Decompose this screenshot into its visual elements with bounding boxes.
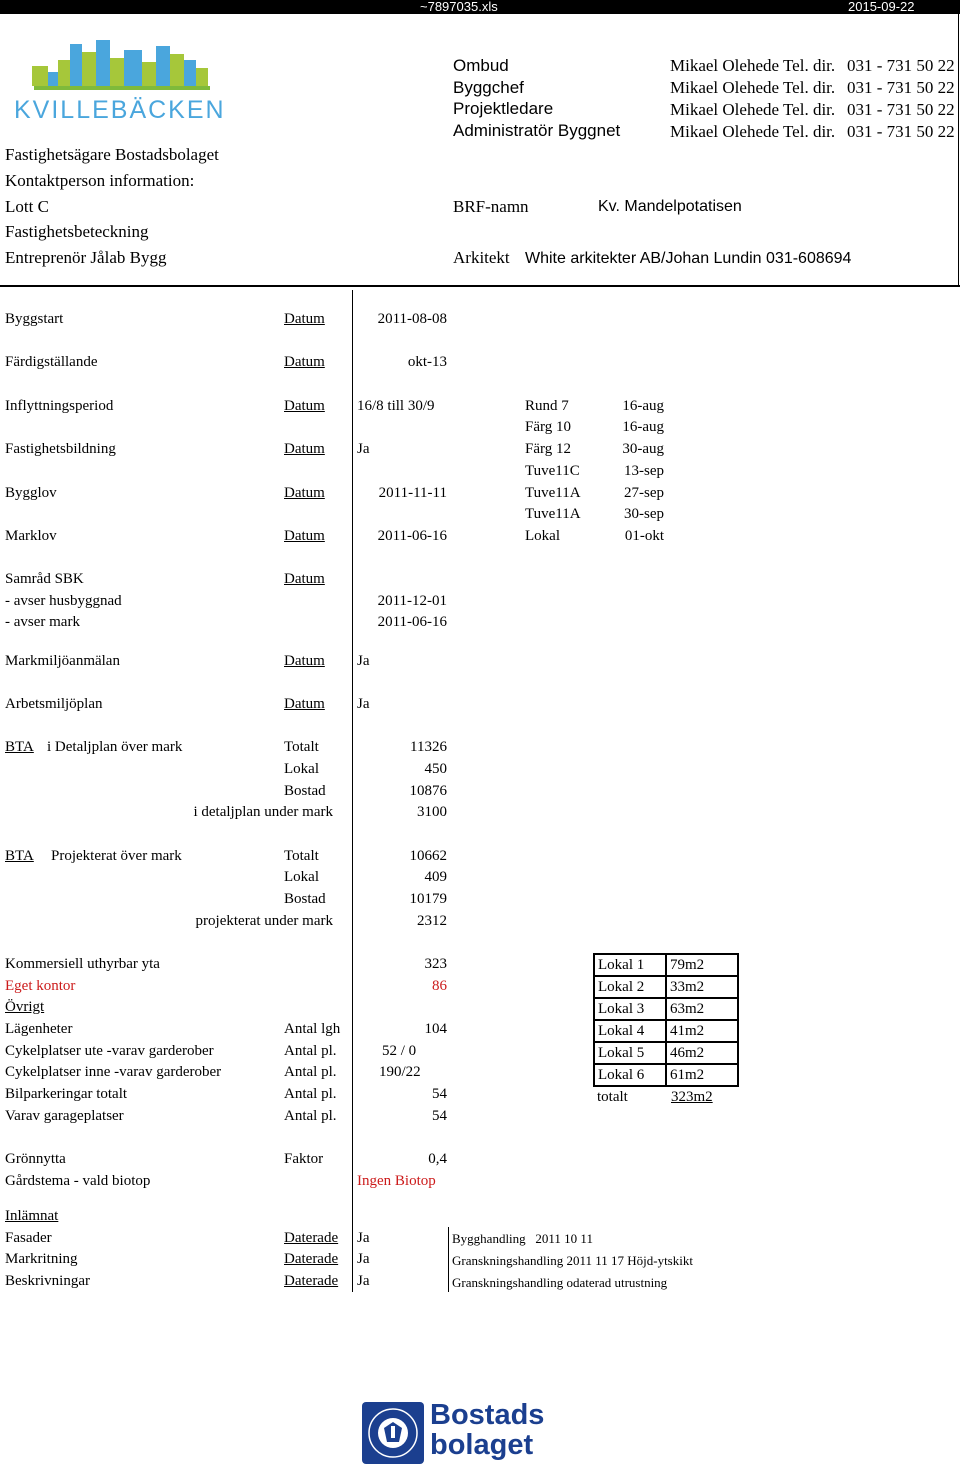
schedule-label: Fastighetsbildning [5, 441, 116, 457]
inflyttning-name: Färg 10 [525, 419, 571, 435]
bta-row-value: 10876 [409, 783, 447, 799]
inflyttning-date: 30-sep [624, 506, 664, 522]
gronnytta-unit: Faktor [284, 1151, 324, 1167]
bta-label: BTA [5, 848, 34, 864]
datum-link: Datum [284, 653, 325, 669]
cykel-inne-label: Cykelplatser inne -varav garderober [5, 1064, 222, 1080]
bta-row-label: Bostad [284, 891, 326, 907]
samrad-husbyggnad-value: 2011-12-01 [377, 593, 447, 609]
inlamnat-value: Ja [357, 1273, 370, 1289]
brf-value: Kv. Mandelpotatisen [598, 198, 742, 215]
inflyttning-name: Färg 12 [525, 441, 571, 457]
bta-row-value: 450 [424, 761, 447, 777]
role-byggchef-person: Mikael Olehede Tel. dir. [670, 78, 836, 97]
inflyttning-date: 16-aug [622, 419, 664, 435]
arkitekt-value: White arkitekter AB/Johan Lundin 031-608694 [525, 250, 852, 267]
table-row [594, 976, 738, 998]
role-administrator-phone: 031 - 731 50 22 [847, 122, 955, 141]
kvillebacken-logo [14, 34, 224, 126]
inflyttning-name: Tuve11A [525, 485, 581, 501]
eget-kontor-label: Eget kontor [5, 978, 76, 994]
goteborgs-stad-seal-icon [362, 1402, 424, 1464]
bolaget-wordmark: bolaget [430, 1429, 534, 1461]
inlamnat-note: Bygghandling 2011 10 11 [452, 1231, 593, 1246]
cykel-ute-value: 52 / 0 [382, 1043, 417, 1059]
bta-row-value: 3100 [417, 804, 447, 820]
bta-row-value: 2312 [417, 913, 447, 929]
file-name: ~7897035.xls [420, 0, 498, 14]
table-row [594, 1064, 738, 1086]
datum-link: Datum [284, 354, 325, 370]
inflyttning-date: 16-aug [622, 398, 664, 414]
daterade-link: Daterade [284, 1251, 339, 1267]
role-projektledare-phone: 031 - 731 50 22 [847, 100, 955, 119]
eget-kontor-value: 86 [432, 978, 447, 994]
bta-row-label: projekterat under mark [195, 913, 333, 929]
garage-unit: Antal pl. [284, 1108, 337, 1124]
role-ombud-phone: 031 - 731 50 22 [847, 56, 955, 75]
bilparkering-value: 54 [432, 1086, 447, 1102]
bta-row-label: i detaljplan under mark [193, 804, 333, 820]
print-date: 2015-09-22 [848, 0, 915, 14]
inlamnat-label: Beskrivningar [5, 1273, 90, 1289]
lagenheter-value: 104 [424, 1021, 447, 1037]
lagenheter-label: Lägenheter [5, 1021, 73, 1037]
role-administrator: Administratör Byggnet [453, 121, 621, 140]
inflyttning-date: 27-sep [624, 485, 664, 501]
daterade-link: Daterade [284, 1273, 339, 1289]
gardsstema-value: Ingen Biotop [357, 1173, 436, 1189]
datum-link: Datum [284, 398, 325, 414]
cykel-ute-label: Cykelplatser ute -varav garderober [5, 1043, 214, 1059]
arkitekt-label: Arkitekt [453, 248, 510, 267]
ovrigt-label: Övrigt [5, 999, 45, 1015]
schedule-value: Ja [357, 441, 370, 457]
bta-label: BTA [5, 739, 34, 755]
inlamnat-title: Inlämnat [5, 1208, 59, 1224]
role-projektledare-person: Mikael Olehede Tel. dir. [670, 100, 836, 119]
schedule-value: 16/8 till 30/9 [357, 398, 435, 414]
lokal-name: Lokal 1 [594, 954, 666, 976]
datum-link: Datum [284, 696, 325, 712]
lokal-name: Lokal 2 [594, 976, 666, 998]
garage-value: 54 [432, 1108, 447, 1124]
fastighetsbeteckning: Fastighetsbeteckning [5, 222, 149, 241]
datum-link: Datum [284, 441, 325, 457]
lokal-name: Lokal 4 [594, 1020, 666, 1042]
header-divider [0, 285, 960, 287]
samrad-mark-label: - avser mark [5, 614, 80, 630]
lokal-name: Lokal 6 [594, 1064, 666, 1086]
gronnytta-value: 0,4 [428, 1151, 447, 1167]
bta-detaljplan-label: i Detaljplan över mark [47, 739, 183, 755]
cykel-ute-unit: Antal pl. [284, 1043, 337, 1059]
inlamnat-divider [448, 1227, 449, 1292]
datum-link: Datum [284, 485, 325, 501]
gardsstema-label: Gårdstema - vald biotop [5, 1173, 151, 1189]
inlamnat-value: Ja [357, 1230, 370, 1246]
inflyttning-name: Rund 7 [525, 398, 569, 414]
markmiljo-value: Ja [357, 653, 370, 669]
kvillebacken-wordmark: KVILLEBÄCKEN [14, 96, 226, 124]
role-projektledare: Projektledare [453, 99, 554, 118]
schedule-label: Färdigställande [5, 354, 98, 370]
brf-label: BRF-namn [453, 197, 529, 216]
lokal-area: 79m2 [666, 954, 738, 976]
role-ombud-person: Mikael Olehede Tel. dir. [670, 56, 836, 75]
bta-row-label: Totalt [284, 739, 319, 755]
datum-link: Datum [284, 311, 325, 327]
arbetsmiljo-label: Arbetsmiljöplan [5, 696, 103, 712]
inlamnat-note: Granskningshandling odaterad utrustning [452, 1275, 668, 1290]
bta-row-value: 10179 [409, 891, 447, 907]
schedule-value: 2011-11-11 [378, 485, 447, 501]
lokal-total-value: 323m2 [671, 1089, 713, 1105]
title-bar [0, 0, 960, 14]
inflyttning-date: 01-okt [624, 528, 664, 544]
datum-link: Datum [284, 528, 325, 544]
lokal-table [593, 953, 739, 1107]
inflyttning-date: 30-aug [622, 441, 664, 457]
fastighetsagare: Fastighetsägare Bostadsbolaget [5, 145, 219, 164]
schedule-label: Bygglov [5, 485, 57, 501]
lott: Lott C [5, 197, 49, 216]
gronnytta-label: Grönnytta [5, 1151, 66, 1167]
bta-row-label: Lokal [284, 761, 319, 777]
lokal-area: 61m2 [666, 1064, 738, 1086]
bta-projekterat-label: Projekterat över mark [51, 848, 182, 864]
lokal-area: 63m2 [666, 998, 738, 1020]
lokal-area: 41m2 [666, 1020, 738, 1042]
kommersiell-label: Kommersiell uthyrbar yta [5, 956, 160, 972]
garage-label: Varav garageplatser [5, 1108, 124, 1124]
lokal-area: 33m2 [666, 976, 738, 998]
table-row [594, 1086, 738, 1107]
samrad-husbyggnad-label: - avser husbyggnad [5, 593, 122, 609]
lokal-area: 46m2 [666, 1042, 738, 1064]
lagenheter-unit: Antal lgh [284, 1021, 341, 1037]
inlamnat-label: Fasader [5, 1230, 52, 1246]
markmiljo-label: Markmiljöanmälan [5, 653, 120, 669]
inlamnat-note: Granskningshandling 2011 11 17 Höjd-ytskikt [452, 1253, 693, 1268]
schedule-label: Inflyttningsperiod [5, 398, 114, 414]
datum-link: Datum [284, 571, 325, 587]
inflyttning-name: Tuve11A [525, 506, 581, 522]
bta-row-value: 11326 [410, 739, 447, 755]
samrad-mark-value: 2011-06-16 [377, 614, 447, 630]
inflyttning-date: 13-sep [624, 463, 664, 479]
kontaktperson: Kontaktperson information: [5, 171, 195, 190]
inlamnat-label: Markritning [5, 1251, 78, 1267]
entreprenor: Entreprenör Jålab Bygg [5, 248, 167, 267]
inlamnat-value: Ja [357, 1251, 370, 1267]
inflyttning-name: Lokal [525, 528, 560, 544]
schedule-value: okt-13 [407, 354, 447, 370]
arbetsmiljo-value: Ja [357, 696, 370, 712]
lokal-total-label: totalt [597, 1089, 628, 1105]
lokal-name: Lokal 3 [594, 998, 666, 1020]
bostads-wordmark: Bostads [430, 1399, 545, 1431]
bta-row-label: Totalt [284, 848, 319, 864]
schedule-value: 2011-06-16 [377, 528, 447, 544]
right-border [958, 14, 959, 287]
daterade-link: Daterade [284, 1230, 339, 1246]
role-administrator-person: Mikael Olehede Tel. dir. [670, 122, 836, 141]
bilparkering-label: Bilparkeringar totalt [5, 1086, 128, 1102]
inflyttning-name: Tuve11C [525, 463, 580, 479]
table-row [594, 1020, 738, 1042]
column-divider [352, 290, 353, 1292]
cykel-inne-value: 190/22 [379, 1064, 421, 1080]
bta-row-value: 10662 [409, 848, 447, 864]
table-row [594, 1042, 738, 1064]
schedule-value: 2011-08-08 [377, 311, 447, 327]
samrad-label: Samråd SBK [5, 571, 84, 587]
bostadsbolaget-logo [362, 1399, 562, 1466]
kommersiell-value: 323 [424, 956, 447, 972]
bta-row-label: Lokal [284, 869, 319, 885]
role-byggchef-phone: 031 - 731 50 22 [847, 78, 955, 97]
bilparkering-unit: Antal pl. [284, 1086, 337, 1102]
table-row [594, 998, 738, 1020]
role-byggchef: Byggchef [453, 78, 524, 97]
lokal-name: Lokal 5 [594, 1042, 666, 1064]
bta-row-value: 409 [424, 869, 447, 885]
schedule-label: Byggstart [5, 311, 64, 327]
bta-row-label: Bostad [284, 783, 326, 799]
table-row [594, 954, 738, 976]
cykel-inne-unit: Antal pl. [284, 1064, 337, 1080]
role-ombud: Ombud [453, 56, 509, 75]
schedule-label: Marklov [5, 528, 57, 544]
